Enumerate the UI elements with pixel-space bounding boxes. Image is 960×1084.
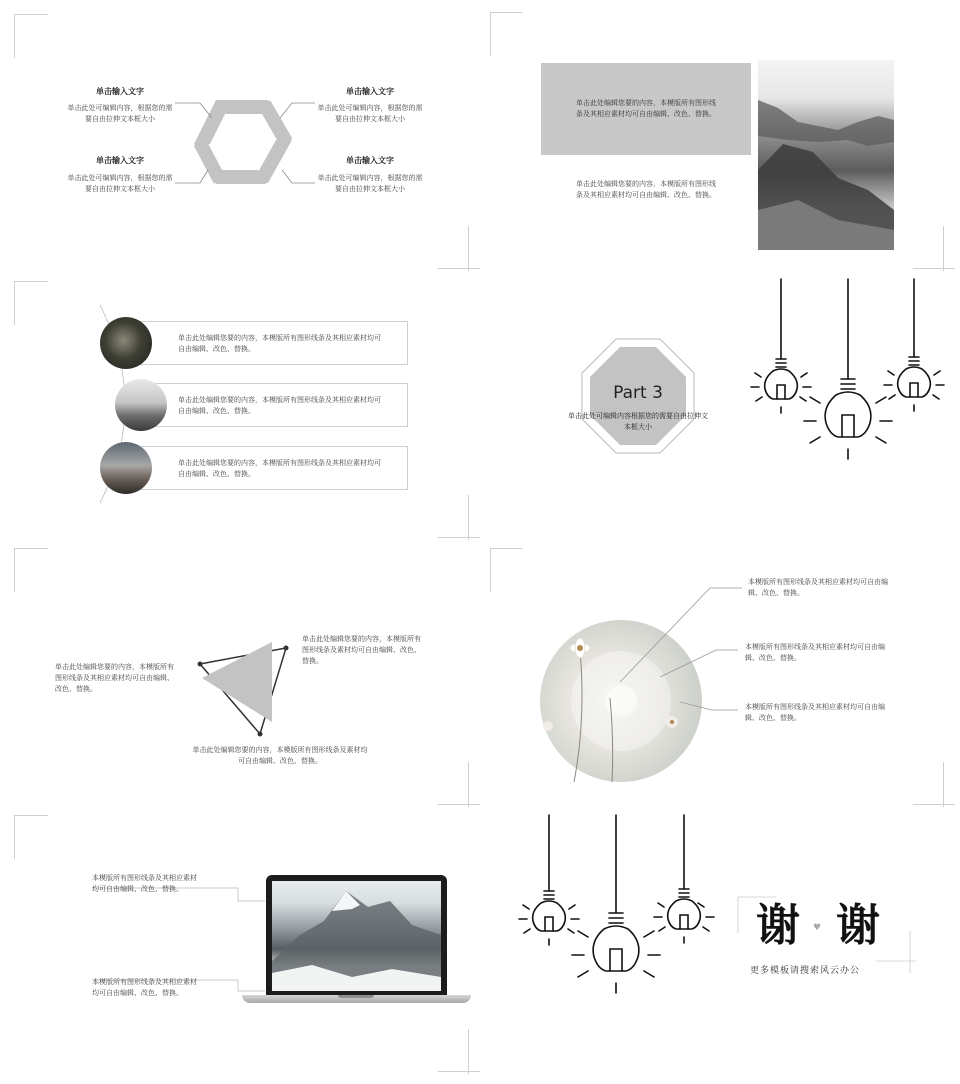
block-body: 单击此处可编辑内容，根据您的需要自由拉伸文本框大小 [67, 174, 173, 193]
connector-line [280, 103, 315, 118]
block-title: 单击输入文字 [96, 87, 144, 96]
heart-icon: ♥ [813, 923, 822, 933]
connector-line [175, 170, 208, 183]
slide-7 [0, 813, 480, 1084]
slide-2 [480, 0, 960, 271]
crop-mark [943, 226, 944, 271]
thanks-char-right: 谢 [836, 900, 880, 951]
callout-text: 本模版所有图形线条及其相应素材均可自由编辑、改色、替换。 [745, 703, 885, 722]
block-title: 单击输入文字 [346, 156, 394, 165]
mountain-wallpaper [272, 881, 441, 991]
block-body: 单击此处可编辑内容，根据您的需要自由拉伸文本框大小 [317, 174, 423, 193]
thanks-char-left: 谢 [756, 900, 800, 951]
laptop-notch [338, 995, 374, 998]
hex-segment [194, 100, 232, 144]
block-body: 单击此处可编辑内容，根据您的需要自由拉伸文本框大小 [67, 104, 173, 123]
connector-line [282, 170, 315, 183]
thanks-subtitle: 更多模板请搜索风云办公 [750, 966, 861, 976]
block-title: 单击输入文字 [96, 156, 144, 165]
mountain-photo [758, 60, 894, 250]
callout-lines [480, 542, 960, 813]
right-text: 单击此处编辑您要的内容，本模版所有图形线条及素材均可自由编辑、改色、替换。 [302, 635, 421, 665]
photo-circle [100, 317, 152, 369]
connector-line [175, 103, 212, 118]
slide-8 [480, 813, 960, 1084]
block-title: 单击输入文字 [346, 87, 394, 96]
callout-text: 本模版所有图形线条及其相应素材均可自由编辑、改色、替换。 [748, 578, 888, 597]
slide-6 [480, 542, 960, 813]
part-subtitle: 单击此处可编辑内容根据您的需要自由拉伸文本框大小 [568, 412, 708, 431]
part-title: Part 3 [613, 383, 663, 403]
crop-mark [913, 268, 955, 269]
box-text: 单击此处编辑您要的内容，本模版所有图形线条及其相应素材均可自由编辑、改色、替换。 [576, 99, 716, 118]
left-text: 单击此处编辑您要的内容，本模版所有图形线条及其相应素材均可自由编辑、改色、替换。 [55, 663, 174, 693]
hexagon-cycle-diagram [0, 0, 480, 271]
slide-4 [480, 271, 960, 542]
top-text: 本模版所有图形线条及其相应素材均可自由编辑、改色、替换。 [92, 874, 197, 893]
block-body: 单击此处可编辑内容，根据您的需要自由拉伸文本框大小 [317, 104, 423, 123]
bottom-text: 本模版所有图形线条及其相应素材均可自由编辑、改色、替换。 [92, 978, 197, 997]
slide-5 [0, 542, 480, 813]
body-text: 单击此处编辑您要的内容，本模版所有图形线条及其相应素材均可自由编辑、改色、替换。 [576, 180, 716, 199]
hanging-bulbs-illustration [480, 271, 960, 542]
bottom-text: 单击此处编辑您要的内容，本模版所有图形线条及素材均可自由编辑、改色、替换。 [192, 746, 368, 765]
row-text: 单击此处编辑您要的内容，本模版所有图形线条及其相应素材均可自由编辑、改色、替换。 [178, 459, 381, 478]
hanging-bulbs-illustration [480, 813, 960, 1084]
callout-text: 本模版所有图形线条及其相应素材均可自由编辑、改色、替换。 [745, 643, 885, 662]
slide-1 [0, 0, 480, 271]
crop-mark [490, 12, 491, 56]
row-text: 单击此处编辑您要的内容，本模版所有图形线条及其相应素材均可自由编辑、改色、替换。 [178, 334, 381, 353]
row-text: 单击此处编辑您要的内容，本模版所有图形线条及其相应素材均可自由编辑、改色、替换。 [178, 396, 381, 415]
crop-mark [490, 12, 522, 13]
photo-circle [115, 379, 167, 431]
slide-3 [0, 271, 480, 542]
photo-circle [100, 442, 152, 494]
